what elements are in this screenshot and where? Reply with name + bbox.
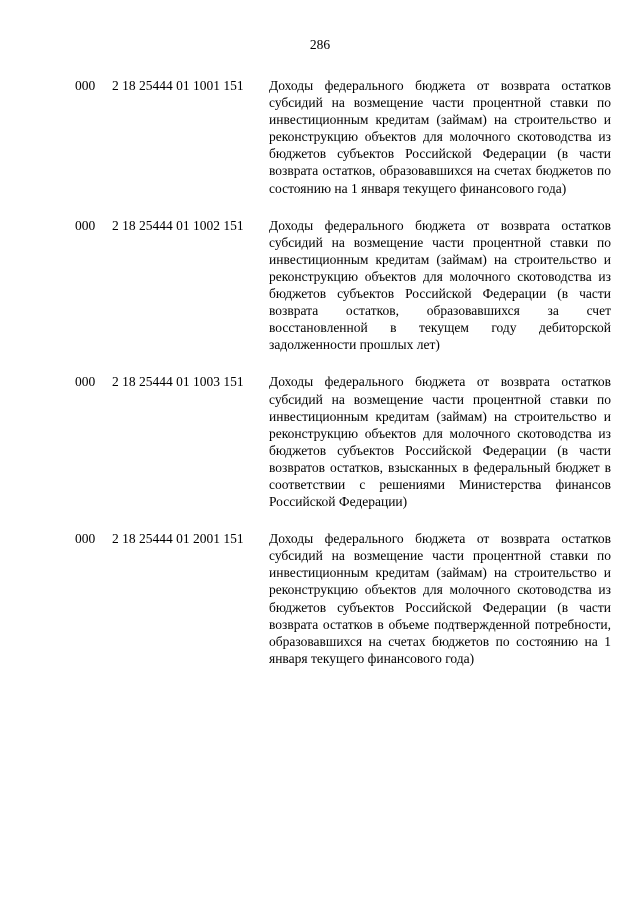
admin-code: 000 xyxy=(75,374,96,390)
table-row xyxy=(73,217,613,354)
admin-code: 000 xyxy=(75,217,96,233)
page-number: 286 xyxy=(309,37,331,52)
budget-classification-code: 2 18 25444 01 1003 151 xyxy=(112,374,244,390)
table-row xyxy=(73,530,613,667)
table-row xyxy=(73,77,613,197)
budget-classification-code: 2 18 25444 01 1001 151 xyxy=(112,78,244,93)
admin-code: 000 xyxy=(75,531,96,547)
income-description: Доходы федерального бюджета от возврата остатков субсидий на возмещение части процентной ставки по инвестиционным кредитам (займам) на строительство и реконструкцию объектов для молочного скотоводства из бюджетов субъектов Российской Федерации (в части возврата остатков в объеме подтвержденной потребности, образовавшихся на счетах бюджетов по состоянию на 1 января текущего финансового года) xyxy=(269,531,611,666)
budget-classification-code: 2 18 25444 01 1002 151 xyxy=(112,217,244,233)
income-description: Доходы федерального бюджета от возврата остатков субсидий на возмещение части процентной ставки по инвестиционным кредитам (займам) на строительство и реконструкцию объектов для молочного скотоводства из бюджетов субъектов Российской Федерации (в части возврата остатков, образовавшихся на счетах бюджетов по состоянию на 1 января текущего финансового года) xyxy=(269,78,611,196)
income-description: Доходы федерального бюджета от возврата остатков субсидий на возмещение части процентной ставки по инвестиционным кредитам (займам) на строительство и реконструкцию объектов для молочного скотоводства из бюджетов субъектов Российской Федерации (в части возвратов остатков, взысканных в федеральный бюджет в соответствии с решениями Министерства финансов Российской Федерации) xyxy=(269,374,611,510)
table-row xyxy=(73,373,613,510)
income-description: Доходы федерального бюджета от возврата остатков субсидий на возмещение части процентной ставки по инвестиционным кредитам (займам) на строительство и реконструкцию объектов для молочного скотоводства из бюджетов субъектов Российской Федерации (в части возврата остатков, образовавшихся за счет восстановленной в текущем году дебиторской задолженности прошлых лет) xyxy=(269,217,611,353)
admin-code: 000 xyxy=(75,78,96,93)
budget-code-table xyxy=(73,77,613,687)
budget-classification-code: 2 18 25444 01 2001 151 xyxy=(112,531,244,547)
